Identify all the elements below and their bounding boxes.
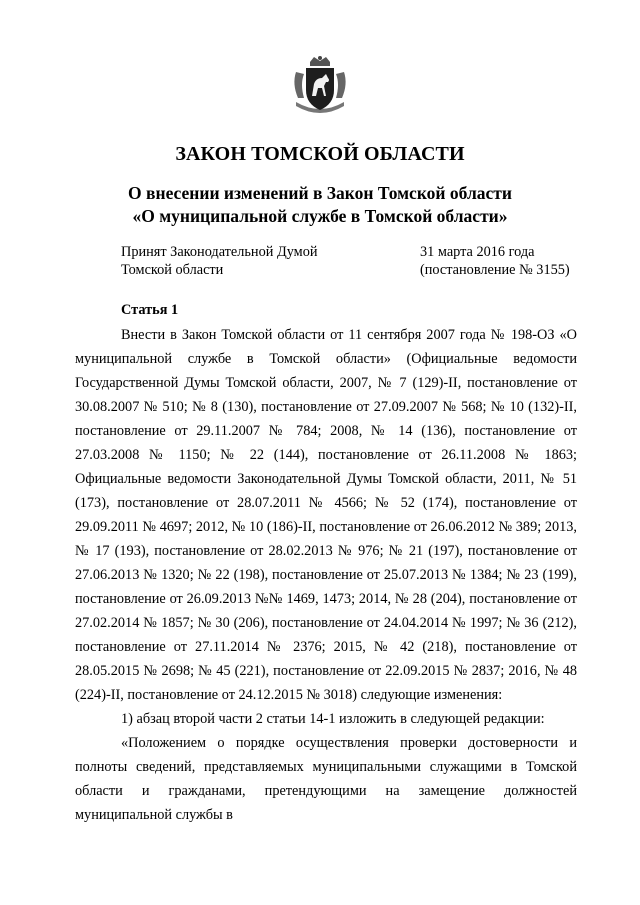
- adoption-date: 31 марта 2016 года: [420, 244, 535, 260]
- article-heading: Статья 1: [121, 302, 179, 318]
- law-subtitle-line-1: О внесении изменений в Закон Томской области: [128, 183, 512, 203]
- law-subtitle-line-2: «О муниципальной службе в Томской области»: [132, 206, 508, 226]
- paragraph-amendment-1: 1) абзац второй части 2 статьи 14-1 изложить в следующей редакции:: [121, 711, 545, 727]
- adoption-date-block: [420, 243, 570, 279]
- resolution-number: (постановление № 3155): [420, 262, 570, 278]
- law-title: ЗАКОН ТОМСКОЙ ОБЛАСТИ: [175, 143, 465, 165]
- tomsk-coat-of-arms-icon: [288, 54, 352, 118]
- paragraph-main: Внести в Закон Томской области от 11 сентября 2007 года № 198-ОЗ «О муниципальной службе в Томской области» (Официальные ведомости Государственной Думы Томской области, 2007, № 7 (129)-II, постановление от 30.08.2007 № 510; № 8 (130), постановление от 27.09.2007 № 568; № 10 (132)-II, постановление от 29.11.2007 № 784; 2008, № 14 (136), постановление от 27.03.2008 № 1150; № 22 (144), постановление от 26.11.2008 № 1863; Официальные ведомости Законодательной Думы Томской области, 2011, № 51 (173), постановление от 28.07.2011 № 4566; № 52 (174), постановление от 29.09.2011 № 4697; 2012, № 10 (186)-II, постановление от 26.06.2012 № 389; 2013, № 17 (193), постановление от 28.02.2013 № 976; № 21 (197), постановление от 27.06.2013 № 1320; № 22 (198), постановление от 25.07.2013 № 1384; № 23 (199), постановление от 26.09.2013 №№ 1469, 1473; 2014, № 28 (204), постановление от 27.02.2014 № 1857; № 30 (206), постановление от 24.04.2014 № 1997; № 36 (212), постановление от 27.11.2014 № 2376; 2015, № 42 (218), постановление от 28.05.2015 № 2698; № 45 (221), постановление от 22.09.2015 № 2837; 2016, № 48 (224)-II, постановление от 24.12.2015 № 3018) следующие изменения:: [75, 327, 577, 703]
- adopted-by-line-1: Принят Законодательной Думой: [121, 244, 318, 260]
- adopted-by: [121, 243, 318, 279]
- paragraph-quote: «Положением о порядке осуществления проверки достоверности и полноты сведений, представляемых муниципальными служащими в Томской области и гражданами, претендующими на замещение должностей муниципальной службы в: [75, 735, 577, 823]
- adopted-by-line-2: Томской области: [121, 262, 224, 278]
- article-body: [75, 323, 577, 827]
